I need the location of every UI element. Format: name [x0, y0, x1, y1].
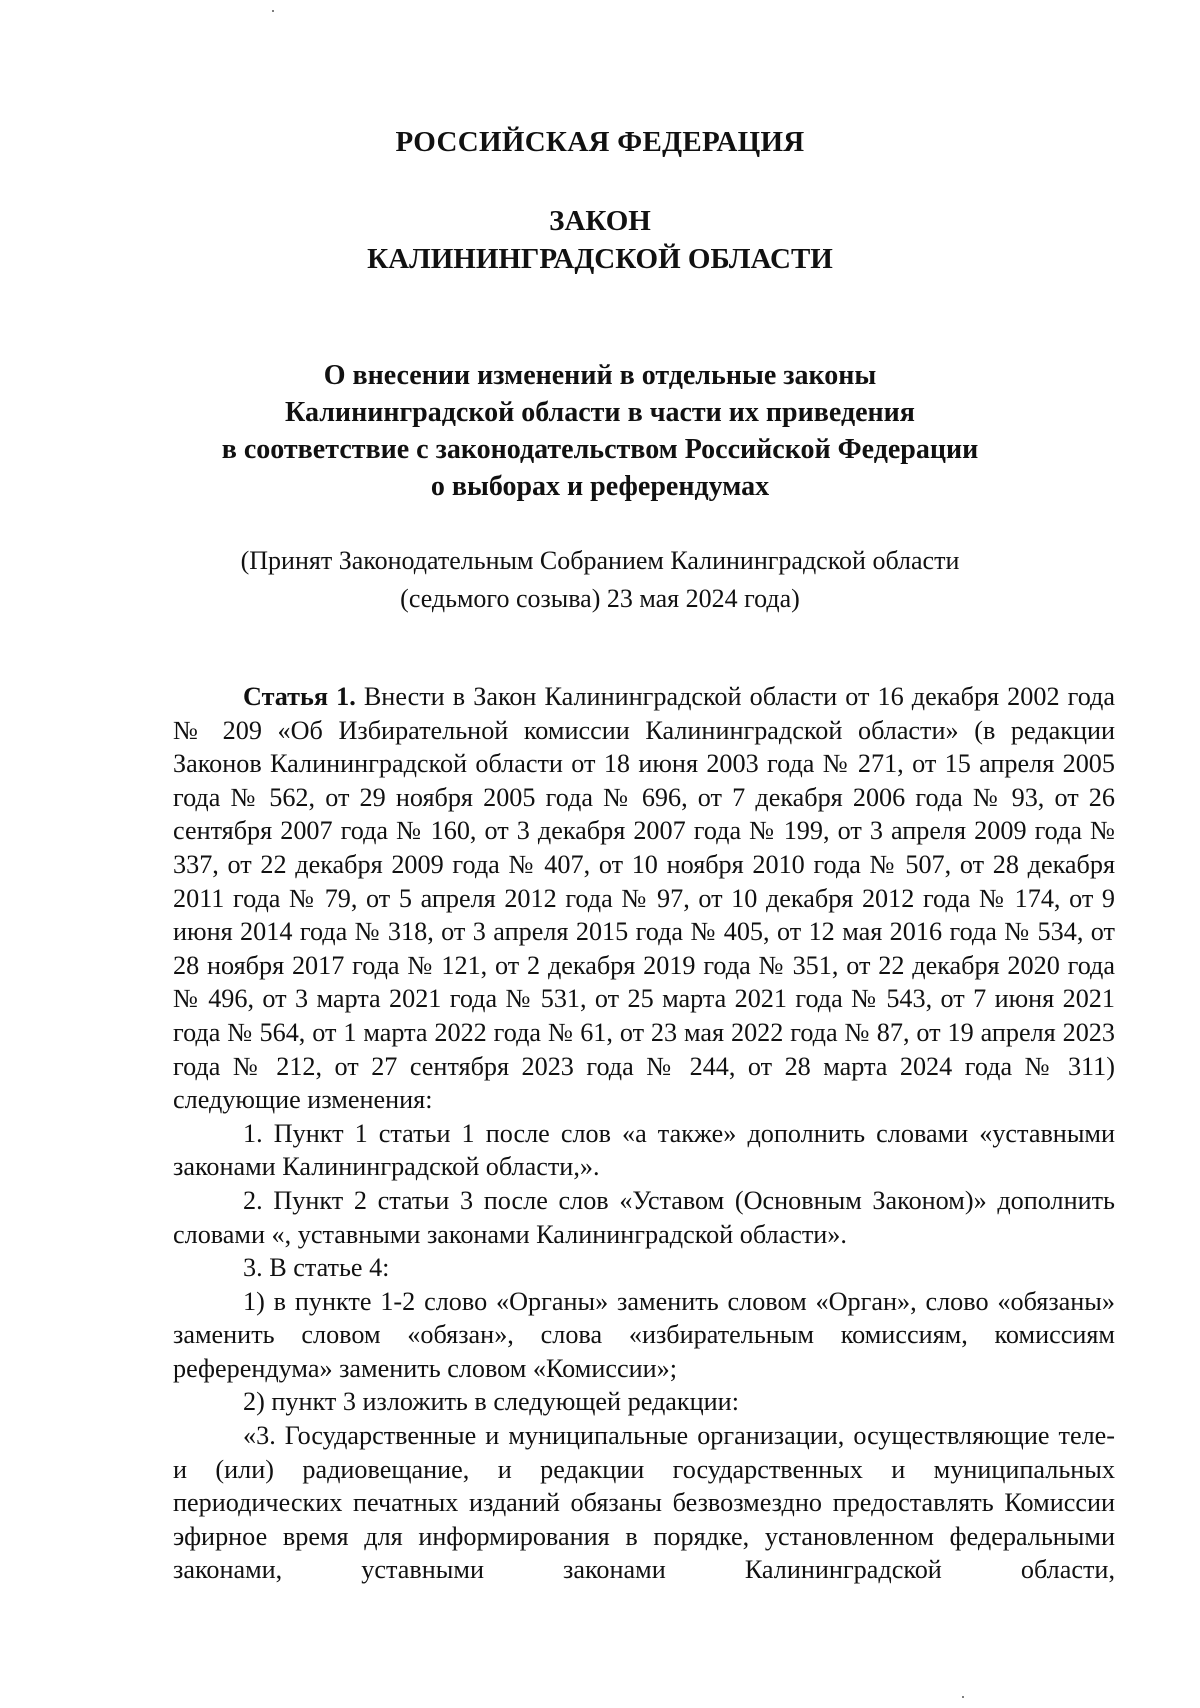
- item-1: 1. Пункт 1 статьи 1 после слов «а также» дополнить словами «уставными законами Калининградской области,».: [173, 1118, 1115, 1182]
- adoption-note-line2: (седьмого созыва) 23 мая 2024 года): [400, 584, 800, 613]
- law-title: [0, 357, 1200, 505]
- item-2: 2. Пункт 2 статьи 3 после слов «Уставом (Основным Законом)» дополнить словами «, уставными законами Калининградской области».: [173, 1185, 1115, 1249]
- scan-speck: [272, 10, 274, 12]
- article-1: [173, 680, 1115, 1117]
- article-1-label: Статья 1.: [243, 682, 356, 711]
- adoption-note-line1: (Принят Законодательным Собранием Калининградской области: [240, 546, 960, 575]
- law-heading-line1: ЗАКОН: [549, 205, 651, 237]
- law-body: [173, 680, 1115, 1587]
- law-title-line2: Калининградской области в части их приведения: [285, 397, 915, 428]
- country-heading: РОССИЙСКАЯ ФЕДЕРАЦИЯ: [395, 126, 805, 158]
- law-heading-line2: КАЛИНИНГРАДСКОЙ ОБЛАСТИ: [367, 243, 833, 275]
- item-3-subitem-2: 2) пункт 3 изложить в следующей редакции:: [243, 1387, 739, 1417]
- article-1-text: Внести в Закон Калининградской области от 16 декабря 2002 года № 209 «Об Избирательной комиссии Калининградской области» (в редакции Законов Калининградской области от 18 июня 2003 года № 271, от 15 апреля 2005 года № 562, от 29 ноября 2005 года № 696, от 7 декабря 2006 года № 93, от 26 сентября 2007 года № 160, от 3 декабря 2007 года № 199, от 3 апреля 2009 года № 337, от 22 декабря 2009 года № 407, от 10 ноября 2010 года № 507, от 28 декабря 2011 года № 79, от 5 апреля 2012 года № 97, от 10 декабря 2012 года № 174, от 9 июня 2014 года № 318, от 3 апреля 2015 года № 405, от 12 мая 2016 года № 534, от 28 ноября 2017 года № 121, от 2 декабря 2019 года № 351, от 22 декабря 2020 года № 496, от 3 марта 2021 года № 531, от 25 марта 2021 года № 543, от 7 июня 2021 года № 564, от 1 марта 2022 года № 61, от 23 мая 2022 года № 87, от 19 апреля 2023 года № 212, от 27 сентября 2023 года № 244, от 28 марта 2024 года № 311) следующие изменения:: [173, 682, 1115, 1115]
- law-title-line4: о выборах и референдумах: [430, 471, 770, 502]
- scan-speck: [962, 1696, 964, 1698]
- adoption-note: [0, 542, 1200, 618]
- law-title-line3: в соответствие с законодательством Российской Федерации: [221, 434, 979, 465]
- law-title-line1: О внесении изменений в отдельные законы: [323, 360, 877, 391]
- item-3-subitem-1: 1) в пункте 1-2 слово «Органы» заменить словом «Орган», слово «обязаны» заменить словом «обязан», слова «избирательным комиссиям, комиссиям референдума» заменить словом «Комиссии»;: [173, 1286, 1115, 1383]
- item-3: 3. В статье 4:: [243, 1253, 390, 1283]
- law-heading: [0, 202, 1200, 278]
- item-3-quoted-text: «3. Государственные и муниципальные организации, осуществляющие теле- и (или) радиовещание, и редакции государственных и муниципальных периодических печатных изданий обязаны безвозмездно предоставлять Комиссии эфирное время для информирования в порядке, установленном федеральными законами, уставными законами Калининградской области,: [173, 1421, 1115, 1585]
